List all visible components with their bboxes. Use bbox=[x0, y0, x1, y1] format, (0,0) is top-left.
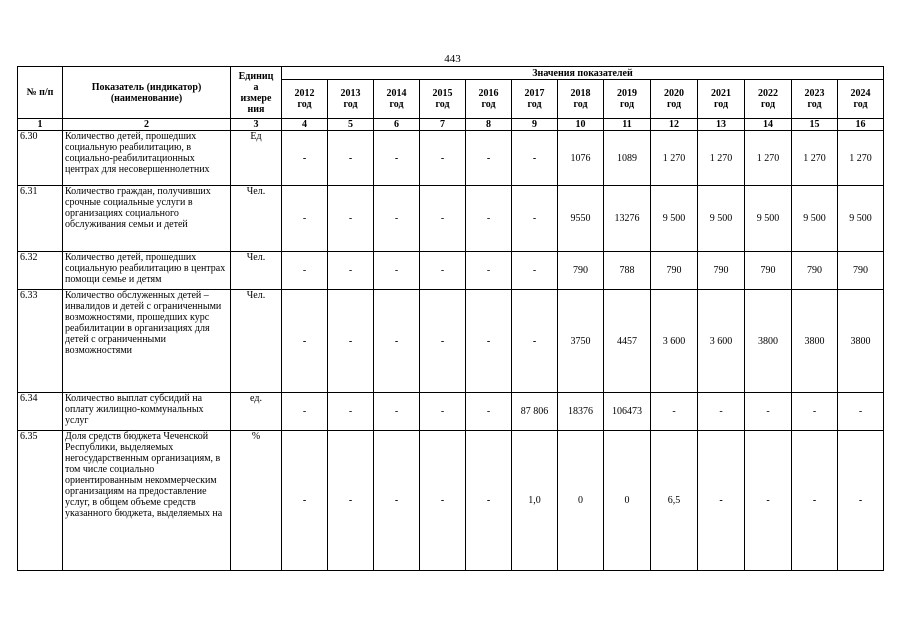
value-cell: 9 500 bbox=[745, 186, 792, 252]
header-unit: Единиц а измере ния bbox=[231, 67, 282, 119]
value-cell: 3750 bbox=[558, 290, 604, 393]
value-cell: - bbox=[328, 393, 374, 431]
indicators-table bbox=[17, 66, 884, 571]
value-cell: 9 500 bbox=[698, 186, 745, 252]
header-year-2012: 2012 год bbox=[282, 80, 328, 119]
value-cell: 3800 bbox=[792, 290, 838, 393]
value-cell: 790 bbox=[745, 252, 792, 290]
value-cell: - bbox=[374, 131, 420, 186]
value-cell: 106473 bbox=[604, 393, 651, 431]
column-number: 15 bbox=[792, 119, 838, 131]
column-number: 12 bbox=[651, 119, 698, 131]
value-cell: - bbox=[328, 431, 374, 571]
value-cell: - bbox=[466, 290, 512, 393]
column-number: 2 bbox=[63, 119, 231, 131]
value-cell: - bbox=[466, 186, 512, 252]
value-cell: - bbox=[512, 131, 558, 186]
unit-of-measure: Чел. bbox=[231, 252, 282, 290]
header-year-2015: 2015 год bbox=[420, 80, 466, 119]
value-cell: - bbox=[420, 186, 466, 252]
value-cell: - bbox=[282, 131, 328, 186]
row-number: 6.30 bbox=[18, 131, 63, 186]
header-year-2023: 2023 год bbox=[792, 80, 838, 119]
value-cell: 790 bbox=[558, 252, 604, 290]
header-year-2013: 2013 год bbox=[328, 80, 374, 119]
value-cell: - bbox=[745, 393, 792, 431]
header-year-2019: 2019 год bbox=[604, 80, 651, 119]
value-cell: 0 bbox=[558, 431, 604, 571]
table-row bbox=[18, 186, 884, 252]
value-cell: 9550 bbox=[558, 186, 604, 252]
value-cell: - bbox=[466, 431, 512, 571]
value-cell: 6,5 bbox=[651, 431, 698, 571]
value-cell: - bbox=[328, 290, 374, 393]
value-cell: 790 bbox=[838, 252, 884, 290]
value-cell: - bbox=[698, 431, 745, 571]
page-number: 443 bbox=[444, 53, 461, 65]
value-cell: - bbox=[374, 186, 420, 252]
value-cell: - bbox=[838, 393, 884, 431]
value-cell: - bbox=[374, 252, 420, 290]
value-cell: - bbox=[282, 393, 328, 431]
header-num: № п/п bbox=[18, 67, 63, 119]
indicator-name: Количество граждан, получивших срочные социальные услуги в организациях социального обслуживания семьи и детей bbox=[63, 186, 231, 252]
value-cell: - bbox=[466, 252, 512, 290]
unit-of-measure: Чел. bbox=[231, 186, 282, 252]
value-cell: 3800 bbox=[745, 290, 792, 393]
column-number: 4 bbox=[282, 119, 328, 131]
header-year-2021: 2021 год bbox=[698, 80, 745, 119]
value-cell: - bbox=[374, 290, 420, 393]
row-number: 6.32 bbox=[18, 252, 63, 290]
unit-of-measure: % bbox=[231, 431, 282, 571]
value-cell: 9 500 bbox=[792, 186, 838, 252]
column-number: 9 bbox=[512, 119, 558, 131]
table-row bbox=[18, 290, 884, 393]
value-cell: - bbox=[466, 131, 512, 186]
value-cell: 1 270 bbox=[745, 131, 792, 186]
value-cell: 790 bbox=[651, 252, 698, 290]
value-cell: - bbox=[466, 393, 512, 431]
indicator-name: Доля средств бюджета Чеченской Республики, выделяемых негосударственным организациям, в том числе социально ориентированным некоммерческим организациям на предоставление услуг, в общем объеме средств указанного бюджета, выделяемых на bbox=[63, 431, 231, 571]
header-year-2017: 2017 год bbox=[512, 80, 558, 119]
value-cell: 9 500 bbox=[838, 186, 884, 252]
header-indicator: Показатель (индикатор) (наименование) bbox=[63, 67, 231, 119]
table-row bbox=[18, 431, 884, 571]
header-year-2024: 2024 год bbox=[838, 80, 884, 119]
value-cell: - bbox=[420, 431, 466, 571]
row-number: 6.31 bbox=[18, 186, 63, 252]
value-cell: - bbox=[512, 252, 558, 290]
row-number: 6.33 bbox=[18, 290, 63, 393]
value-cell: - bbox=[374, 393, 420, 431]
value-cell: - bbox=[420, 252, 466, 290]
row-number: 6.35 bbox=[18, 431, 63, 571]
column-number: 11 bbox=[604, 119, 651, 131]
value-cell: 9 500 bbox=[651, 186, 698, 252]
value-cell: 1 270 bbox=[698, 131, 745, 186]
header-year-2016: 2016 год bbox=[466, 80, 512, 119]
value-cell: - bbox=[792, 431, 838, 571]
value-cell: 790 bbox=[698, 252, 745, 290]
value-cell: - bbox=[745, 431, 792, 571]
value-cell: - bbox=[282, 290, 328, 393]
value-cell: 1 270 bbox=[651, 131, 698, 186]
value-cell: 18376 bbox=[558, 393, 604, 431]
unit-of-measure: ед. bbox=[231, 393, 282, 431]
header-year-2022: 2022 год bbox=[745, 80, 792, 119]
value-cell: 3 600 bbox=[698, 290, 745, 393]
column-number: 6 bbox=[374, 119, 420, 131]
value-cell: 790 bbox=[792, 252, 838, 290]
value-cell: - bbox=[420, 290, 466, 393]
value-cell: 788 bbox=[604, 252, 651, 290]
value-cell: - bbox=[792, 393, 838, 431]
value-cell: - bbox=[328, 131, 374, 186]
value-cell: - bbox=[282, 186, 328, 252]
header-year-2020: 2020 год bbox=[651, 80, 698, 119]
header-year-2018: 2018 год bbox=[558, 80, 604, 119]
value-cell: 1 270 bbox=[838, 131, 884, 186]
value-cell: 3 600 bbox=[651, 290, 698, 393]
column-number: 1 bbox=[18, 119, 63, 131]
table-row bbox=[18, 131, 884, 186]
table-row bbox=[18, 252, 884, 290]
column-number: 14 bbox=[745, 119, 792, 131]
column-number: 5 bbox=[328, 119, 374, 131]
value-cell: - bbox=[420, 131, 466, 186]
value-cell: 0 bbox=[604, 431, 651, 571]
column-number: 3 bbox=[231, 119, 282, 131]
indicator-name: Количество детей, прошедших социальную реабилитацию, в социально-реабилитационных центрах для несовершеннолетних bbox=[63, 131, 231, 186]
column-number: 7 bbox=[420, 119, 466, 131]
value-cell: 3800 bbox=[838, 290, 884, 393]
value-cell: - bbox=[651, 393, 698, 431]
value-cell: 4457 bbox=[604, 290, 651, 393]
value-cell: - bbox=[512, 290, 558, 393]
column-number: 16 bbox=[838, 119, 884, 131]
column-number: 8 bbox=[466, 119, 512, 131]
value-cell: - bbox=[328, 252, 374, 290]
value-cell: - bbox=[282, 431, 328, 571]
value-cell: 1 270 bbox=[792, 131, 838, 186]
column-number: 13 bbox=[698, 119, 745, 131]
row-number: 6.34 bbox=[18, 393, 63, 431]
value-cell: 13276 bbox=[604, 186, 651, 252]
unit-of-measure: Чел. bbox=[231, 290, 282, 393]
value-cell: - bbox=[838, 431, 884, 571]
indicator-name: Количество детей, прошедших социальную реабилитацию в центрах помощи семье и детям bbox=[63, 252, 231, 290]
header-year-2014: 2014 год bbox=[374, 80, 420, 119]
column-numbers-row bbox=[18, 119, 884, 131]
value-cell: - bbox=[698, 393, 745, 431]
column-number: 10 bbox=[558, 119, 604, 131]
indicator-name: Количество обслуженных детей –инвалидов и детей с ограниченными возможностями, прошедших курс реабилитации в организациях для детей с ограниченными возможностями bbox=[63, 290, 231, 393]
value-cell: 1089 bbox=[604, 131, 651, 186]
value-cell: - bbox=[282, 252, 328, 290]
header-values-title: Значения показателей bbox=[282, 67, 884, 80]
value-cell: - bbox=[328, 186, 374, 252]
value-cell: - bbox=[374, 431, 420, 571]
value-cell: 87 806 bbox=[512, 393, 558, 431]
value-cell: - bbox=[512, 186, 558, 252]
value-cell: 1076 bbox=[558, 131, 604, 186]
unit-of-measure: Ед bbox=[231, 131, 282, 186]
indicator-name: Количество выплат субсидий на оплату жилищно-коммунальных услуг bbox=[63, 393, 231, 431]
table-row bbox=[18, 393, 884, 431]
value-cell: - bbox=[420, 393, 466, 431]
value-cell: 1,0 bbox=[512, 431, 558, 571]
